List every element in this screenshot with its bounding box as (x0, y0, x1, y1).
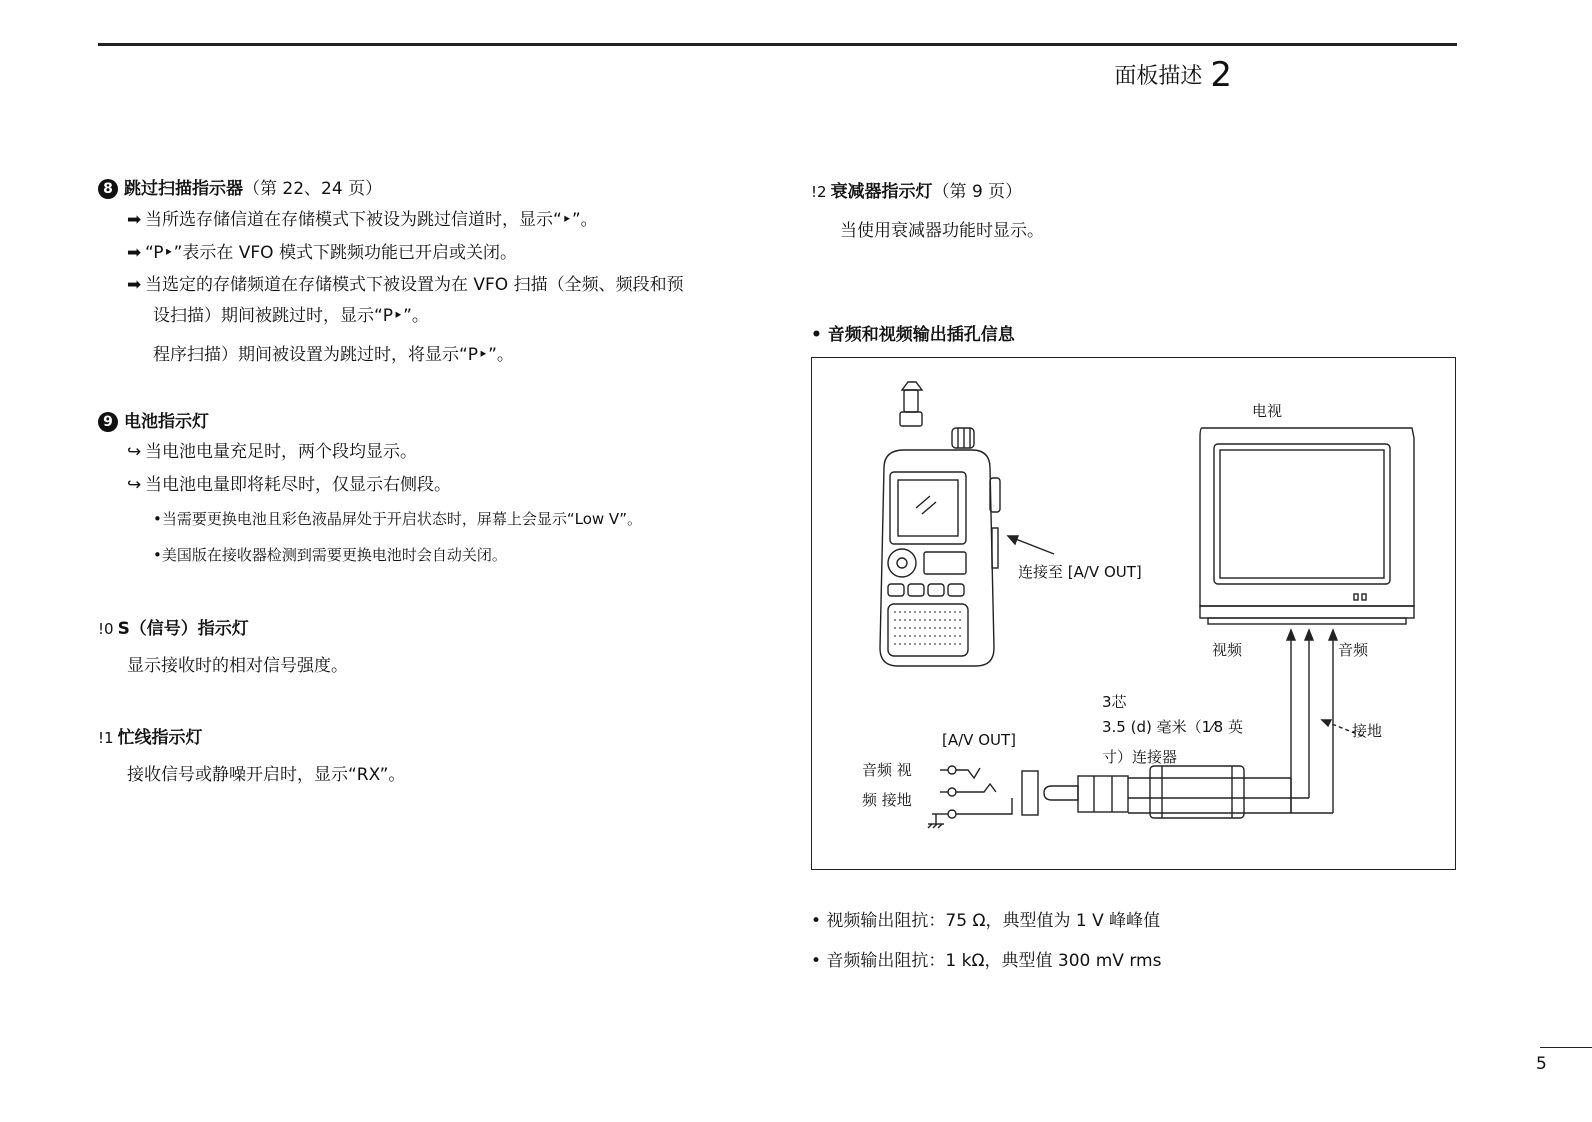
radio-illustration (880, 382, 1000, 666)
section-9-note-2: •美国版在接收器检测到需要更换电池时会自动关闭。 (153, 546, 507, 564)
page-number: 5 (1536, 1054, 1547, 1074)
connector-label-1: 3.5 (d) 毫米（1⁄8 英 (1102, 718, 1243, 736)
section-10-title: S（信号）指示灯 (117, 619, 249, 639)
arrow-right-icon: ➡ (127, 243, 142, 263)
section-9-note-1: •当需要更换电池且彩色液晶屏处于开启状态时，屏幕上会显示“Low V”。 (153, 510, 642, 528)
section-12-heading (811, 177, 1022, 202)
section-11-title: 忙线指示灯 (117, 728, 203, 748)
arrow-right-icon: ➡ (127, 275, 142, 295)
section-8-line-1: ➡ 当所选存储信道在存储模式下被设为跳过信道时，显示“‣”。 (127, 210, 598, 230)
section-11-text: 接收信号或静噪开启时，显示“RX”。 (127, 765, 406, 785)
core-label: 3芯 (1102, 693, 1127, 711)
audio-impedance-spec: • 音频输出阻抗：1 kΩ，典型值 300 mV rms (811, 951, 1162, 971)
section-8-line-2: ➡ “P‣”表示在 VFO 模式下跳频功能已开启或关闭。 (127, 243, 517, 263)
section-11-heading (98, 723, 203, 748)
jack-label-1: 音频 视 (862, 761, 912, 779)
section-8-ref: （第 22、24 页） (243, 179, 383, 199)
chapter-title: 面板描述 (1114, 64, 1203, 89)
section-10-number: !0 (98, 620, 114, 638)
section-9-line-2: ↪ 当电池电量即将耗尽时，仅显示右侧段。 (127, 475, 451, 495)
section-8-line-3: ➡ 当选定的存储频道在存储模式下被设置为在 VFO 扫描（全频、频段和预 (127, 275, 684, 295)
section-10-heading (98, 614, 249, 639)
section-8-title: 跳过扫描指示器 (124, 179, 243, 199)
video-label: 视频 (1212, 641, 1243, 659)
section-9-title: 电池指示灯 (124, 412, 209, 432)
chapter-header (1114, 55, 1232, 95)
section-12-ref: （第 9 页） (932, 182, 1023, 202)
av-connection-figure (811, 357, 1456, 870)
section-8-line-5: 程序扫描）期间被设置为跳过时，将显示“P‣”。 (153, 345, 514, 365)
connector-label-2: 寸）连接器 (1102, 748, 1178, 766)
section-12-text: 当使用衰减器功能时显示。 (840, 221, 1044, 241)
section-9-heading (98, 407, 209, 432)
section-9-line-1: ↪ 当电池电量充足时，两个段均显示。 (127, 442, 417, 462)
av-connector-illustration (1022, 766, 1333, 818)
curved-arrow-icon: ↪ (127, 442, 142, 462)
section-8-line-4: 设扫描）期间被跳过时，显示“P‣”。 (153, 306, 429, 326)
section-12-title: 衰减器指示灯 (830, 182, 933, 202)
audio-label: 音频 (1338, 641, 1369, 659)
section-9-number: 9 (98, 412, 118, 432)
curved-arrow-icon: ↪ (127, 475, 142, 495)
av-jack-schematic (928, 766, 1012, 828)
section-8-number: 8 (98, 179, 118, 199)
section-8-heading (98, 174, 382, 199)
avout-label: [A/V OUT] (942, 731, 1016, 749)
tv-illustration (1200, 428, 1414, 624)
jack-label-2: 频 接地 (862, 791, 912, 809)
connect-label: 连接至 [A/V OUT] (1018, 563, 1142, 581)
ground-label: 接地 (1352, 722, 1383, 740)
tv-label: 电视 (1252, 402, 1283, 420)
section-12-number: !2 (811, 183, 827, 201)
video-impedance-spec: • 视频输出阻抗：75 Ω，典型值为 1 V 峰峰值 (811, 911, 1161, 931)
section-11-number: !1 (98, 729, 114, 747)
chapter-number: 2 (1210, 55, 1232, 95)
arrow-right-icon: ➡ (127, 210, 142, 230)
section-10-text: 显示接收时的相对信号强度。 (127, 656, 348, 676)
jack-info-title: • 音频和视频输出插孔信息 (811, 325, 1015, 345)
header-rule (98, 43, 1457, 46)
page-number-rule (1540, 1047, 1592, 1048)
